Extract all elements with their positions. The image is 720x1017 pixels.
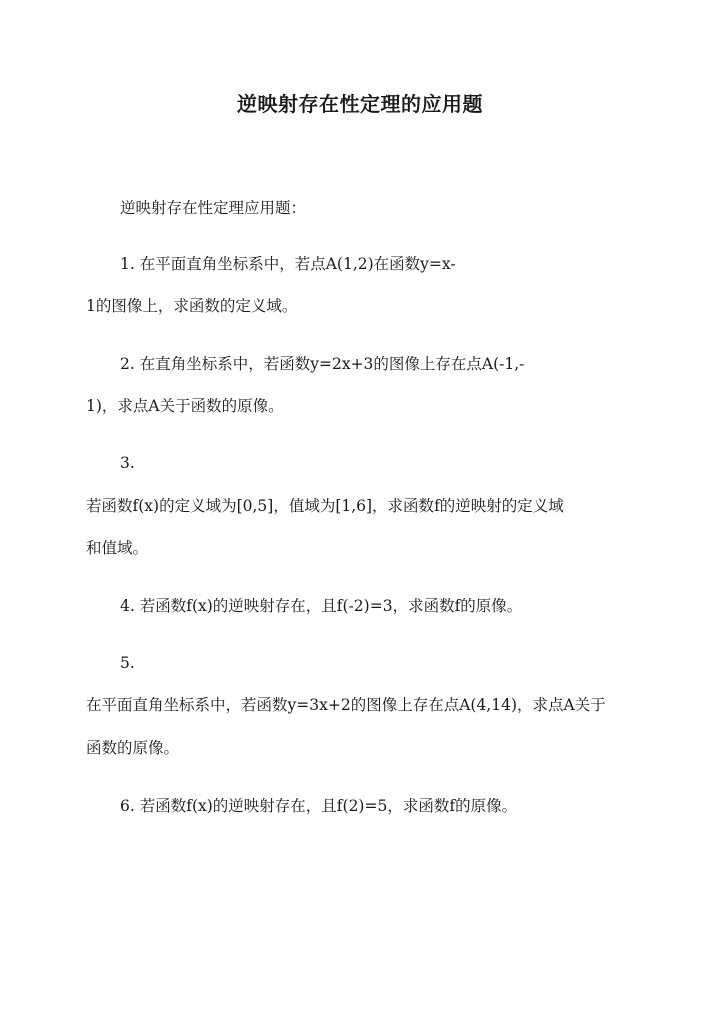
problem-3-number: 3. [120, 454, 135, 472]
intro-text: 逆映射存在性定理应用题： [120, 199, 307, 217]
problem-3-line-2: 和值域。 [86, 539, 149, 557]
problem-5-line-2: 函数的原像。 [86, 739, 180, 757]
problem-5-line-1: 在平面直角坐标系中，若函数y=3x+2的图像上存在点A(4,14)，求点A关于 [86, 696, 606, 714]
problem-6-line-1: 6. 若函数f(x)的逆映射存在，且f(2)=5，求函数f的原像。 [120, 797, 518, 815]
problem-1-line-1: 1. 在平面直角坐标系中，若点A(1,2)在函数y=x- [120, 255, 456, 273]
problem-5-number: 5. [120, 654, 135, 672]
problem-2-line-2: 1)，求点A关于函数的原像。 [86, 397, 284, 415]
problem-1-line-2: 1的图像上，求函数的定义域。 [86, 297, 298, 315]
problem-3-line-1: 若函数f(x)的定义域为[0,5]，值域为[1,6]，求函数f的逆映射的定义域 [86, 497, 564, 515]
problem-2-line-1: 2. 在直角坐标系中，若函数y=2x+3的图像上存在点A(-1,- [120, 355, 525, 373]
problem-4-line-1: 4. 若函数f(x)的逆映射存在，且f(-2)=3，求函数f的原像。 [120, 597, 523, 615]
document-title: 逆映射存在性定理的应用题 [237, 92, 483, 116]
